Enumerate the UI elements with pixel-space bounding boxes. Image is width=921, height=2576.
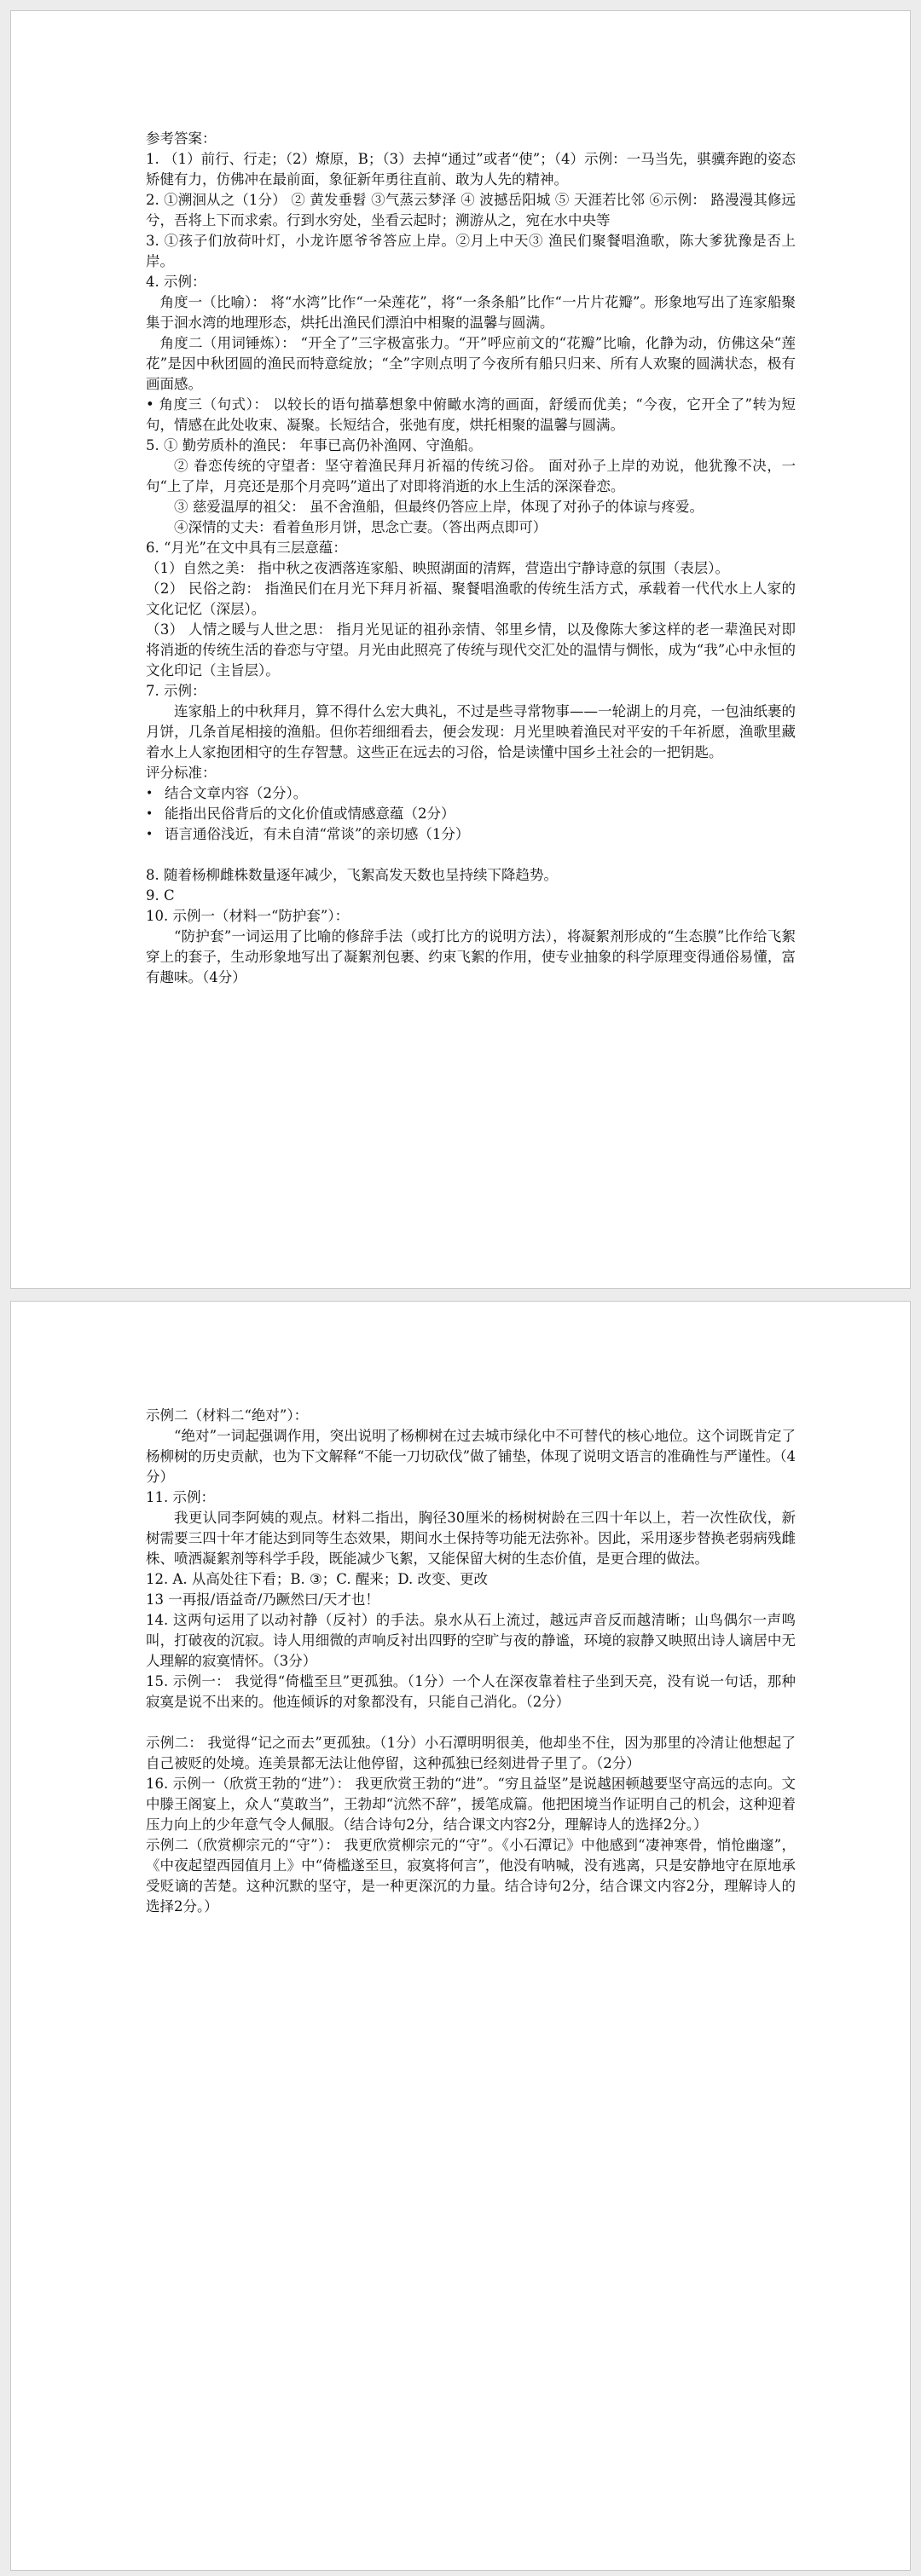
text-line: 角度二（用词锤炼）： “开全了”三字极富张力。“开”呼应前文的“花瓣”比喻，化静为动，仿佛这朵“莲花”是因中秋团圆的渔民而特意绽放；“全”字则点明了今夜所有船只归来、所有人欢聚的圆满状态，极有画面感。 — [146, 335, 796, 392]
document-page-1 — [10, 10, 911, 1289]
bullet-icon: • — [146, 828, 154, 841]
text-line: 角度一（比喻）： 将“水湾”比作“一朵莲花”，将“一条条船”比作“一片片花瓣”。形象地写出了连家船聚集于洄水湾的地理形态，烘托出渔民们漂泊中相聚的温馨与圆满。 — [146, 294, 796, 331]
text-line: “防护套”一词运用了比喻的修辞手法（或打比方的说明方法），将凝絮剂形成的“生态膜”比作给飞絮穿上的套子，生动形象地写出了凝絮剂包裹、约束飞絮的作用，使专业抽象的科学原理变得通俗易懂，富有趣味。（4分） — [146, 928, 796, 985]
text-line: 13 一再报/语益奇/乃蹶然曰/天才也！ — [146, 1591, 379, 1608]
text-line: 示例二（欣赏柳宗元的“守”）： 我更欣赏柳宗元的“守”。《小石潭记》中他感到“凄神寒骨，悄怆幽邃”，《中夜起望西园值月上》中“倚槛遂至旦，寂寞将何言”，他没有呐喊，没有逃离，只是安静地守在原地承受贬谪的苦楚。这种沉默的坚守，是一种更深沉的力量。结合诗句2分，结合课文内容2分，理解诗人的选择2分。） — [146, 1837, 796, 1915]
bullet-text: 结合文章内容（2分）。 — [165, 785, 308, 801]
text-line: 5. ① 勤劳质朴的渔民： 年事已高仍补渔网、守渔船。 — [146, 437, 483, 453]
text-line: 12. A. 从高处往下看；B. ③；C. 醒来；D. 改变、更改 — [146, 1571, 488, 1587]
text-line: （3） 人情之暖与人世之思： 指月光见证的祖孙亲情、邻里乡情，以及像陈大爹这样的老一辈渔民对即将消逝的传统生活的眷恋与守望。月光由此照亮了传统与现代交汇处的温情与惆怅，成为“我”心中永恒的文化印记（主旨层）。 — [146, 621, 796, 679]
bullet-text: 能指出民俗背后的文化价值或情感意蕴（2分） — [165, 806, 455, 822]
text-line: 1. （1）前行、行走；（2）燎原，B；（3）去掉“通过”或者“使”；（4）示例：一马当先，骐骥奔跑的姿态矫健有力，仿佛冲在最前面，象征新年勇往直前、敢为人先的精神。 — [146, 151, 796, 188]
text-line: 6. “月光”在文中具有三层意蕴： — [146, 540, 347, 556]
text-line: “绝对”一词起强调作用，突出说明了杨柳树在过去城市绿化中不可替代的核心地位。这个词既肯定了杨柳树的历史贡献，也为下文解释“不能一刀切砍伐”做了铺垫，体现了说明文语言的准确性与严谨性。（4分） — [146, 1428, 796, 1485]
text-line: 连家船上的中秋拜月，算不得什么宏大典礼，不过是些寻常物事——一轮湖上的月亮，一包油纸裹的月饼，几条首尾相接的渔船。但你若细细看去，便会发现：月光里映着渔民对平安的千年祈愿，渔歌里藏着水上人家抱团相守的生存智慧。这些正在远去的习俗，恰是读懂中国乡土社会的一把钥匙。 — [146, 703, 796, 760]
text-line: 参考答案： — [146, 130, 217, 147]
text-line: 示例二（材料二“绝对”）： — [146, 1407, 309, 1424]
text-line: （1）自然之美： 指中秋之夜洒落连家船、映照湖面的清辉，营造出宁静诗意的氛围（表层）。 — [146, 560, 729, 576]
text-line: 4. 示例： — [146, 274, 206, 290]
text-line: 8. 随着杨柳雌株数量逐年减少，飞絮高发天数也呈持续下降趋势。 — [146, 867, 558, 883]
page-1-content — [146, 129, 796, 988]
text-line: 2. ①溯洄从之（1分） ② 黄发垂髫 ③气蒸云梦泽 ④ 波撼岳阳城 ⑤ 天涯若比邻 ⑥示例： 路漫漫其修远兮，吾将上下而求索。行到水穷处，坐看云起时；溯游从之，宛在水中央等 — [146, 192, 796, 228]
text-line: 15. 示例一： 我觉得“倚槛至旦”更孤独。（1分）一个人在深夜靠着柱子坐到天亮，没有说一句话，那种寂寞是说不出来的。他连倾诉的对象都没有，只能自己消化。（2分） — [146, 1673, 796, 1710]
text-line: 14. 这两句运用了以动衬静（反衬）的手法。泉水从石上流过，越远声音反而越清晰；山鸟偶尔一声鸣叫，打破夜的沉寂。诗人用细微的声响反衬出四野的空旷与夜的静谧，环境的寂静又映照出诗人谪居中无人理解的寂寞情怀。（3分） — [146, 1612, 796, 1669]
text-line: ④深情的丈夫：看着鱼形月饼，思念亡妻。（答出两点即可） — [174, 519, 547, 535]
text-line: 10. 示例一（材料一“防护套”）： — [146, 908, 350, 924]
blank-line — [146, 845, 796, 865]
text-line: ③ 慈爱温厚的祖父： 虽不舍渔船，但最终仍答应上岸，体现了对孙子的体谅与疼爱。 — [174, 499, 704, 515]
bullet-item — [146, 804, 796, 824]
page-2-content — [146, 1406, 796, 1917]
text-line: 7. 示例： — [146, 683, 206, 699]
text-line: 16. 示例一（欣赏王勃的“进”）： 我更欣赏王勃的“进”。“穷且益坚”是说越困顿越要坚守高远的志向。文中滕王阁宴上，众人“莫敢当”，王勃却“沆然不辞”，援笔成篇。他把困境当作证明自己的机会，这种迎着压力向上的少年意气令人佩服。（结合诗句2分，结合课文内容2分，理解诗人的选择2分。） — [146, 1776, 796, 1833]
text-line: 9. C — [146, 887, 175, 904]
text-line: （2） 民俗之韵： 指渔民们在月光下拜月祈福、聚餐唱渔歌的传统生活方式，承载着一代代水上人家的文化记忆（深层）。 — [146, 580, 796, 617]
text-line: ② 眷恋传统的守望者：坚守着渔民拜月祈福的传统习俗。 面对孙子上岸的劝说，他犹豫不决，一句“上了岸，月亮还是那个月亮吗”道出了对即将消逝的水上生活的深深眷恋。 — [146, 458, 796, 494]
document-page-2 — [10, 1301, 911, 2571]
blank-line — [146, 1713, 796, 1733]
bullet-text: 语言通俗浅近，有未自清“常谈”的亲切感（1分） — [165, 826, 470, 842]
bullet-item — [146, 824, 796, 845]
bullet-item — [146, 783, 796, 804]
text-line: 3. ①孩子们放荷叶灯，小龙许愿爷爷答应上岸。②月上中天③ 渔民们聚餐唱渔歌，陈大爹犹豫是否上岸。 — [146, 233, 796, 269]
text-line: 11. 示例： — [146, 1489, 215, 1505]
text-line: 示例二： 我觉得“记之而去”更孤独。（1分）小石潭明明很美，他却坐不住，因为那里的冷清让他想起了自己被贬的处境。连美景都无法让他停留，这种孤独已经刻进骨子里了。（2分） — [146, 1735, 796, 1771]
text-line: 评分标准： — [146, 765, 217, 781]
text-line: • 角度三（句式）： 以较长的语句描摹想象中俯瞰水湾的画面，舒缓而优美；“今夜，它开全了”转为短句，情感在此处收束、凝聚。长短结合，张弛有度，烘托相聚的温馨与圆满。 — [146, 396, 796, 433]
text-line: 我更认同李阿姨的观点。材料二指出，胸径30厘米的杨树树龄在三四十年以上，若一次性砍伐，新树需要三四十年才能达到同等生态效果，期间水土保持等功能无法弥补。因此，采用逐步替换老弱病残雌株、喷洒凝絮剂等科学手段，既能减少飞絮，又能保留大树的生态价值，是更合理的做法。 — [146, 1510, 796, 1567]
bullet-icon: • — [146, 787, 154, 800]
bullet-icon: • — [146, 807, 154, 821]
